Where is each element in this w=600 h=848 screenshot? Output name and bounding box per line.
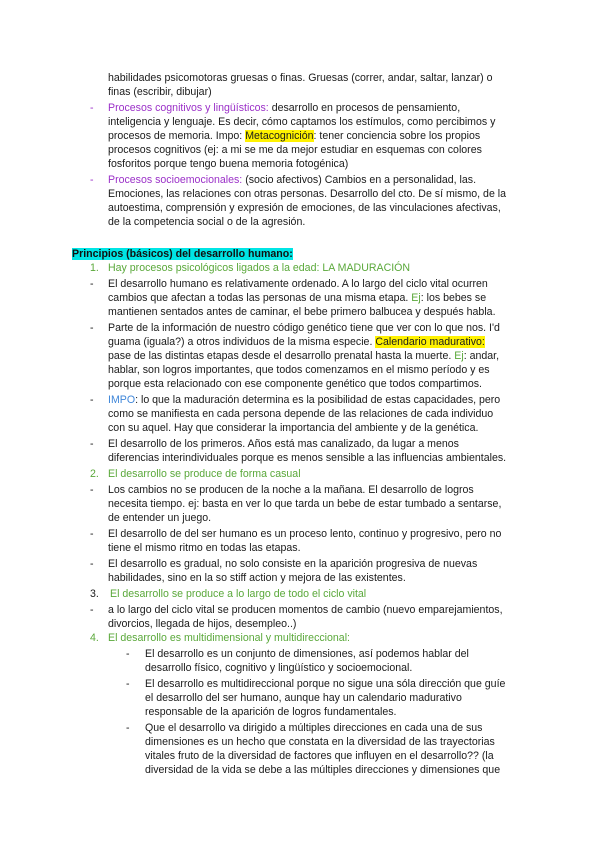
bullet-marker: -	[90, 102, 94, 114]
bullet-marker: -	[90, 322, 94, 334]
p4-b2-line-1: El desarrollo es multidireccional porque no sigue una sóla dirección que guíe	[145, 678, 506, 690]
p1-b4-line-2: diferencias interindividuales porque es menos sensible a las influencias ambientales.	[108, 452, 507, 464]
principle-1-title: Hay procesos psicológicos ligados a la edad: LA MADURACIÓN	[108, 262, 411, 274]
cognitive-line-4: procesos cognitivos (ej: a mi se me da mejor estudiar en esquemas con colores	[108, 144, 482, 156]
bullet-marker: -	[90, 438, 94, 450]
p4-b3-line-2: dimensiones es un hecho que constata en la diversidad de las trayectorias	[145, 736, 495, 748]
p1-b2-line-2: guama (iguala?) a otros individuos de la misma especie. Calendario madurativo:	[108, 336, 485, 348]
socio-line-1: Procesos socioemocionales: (socio afectivos) Cambios en a personalidad, las.	[108, 174, 477, 186]
p4-b2-line-3: responsable de la aparición de logros fundamentales.	[145, 706, 397, 718]
cognitive-line-1: Procesos cognitivos y lingüísticos: desarrollo en procesos de pensamiento,	[108, 102, 461, 114]
p2-b1-line-2: necesita tiempo. ej: basta en ver lo que tarda un bebe de estar tumbado a sentarse,	[108, 498, 502, 510]
p1-b2-line-5: porque esta relacionado con ese componente genético que todos compartimos.	[108, 378, 482, 390]
p2-b1-line-3: de entender un juego.	[108, 512, 212, 524]
p4-b1-line-2: desarrollo físico, cognitivo y lingüístico y socioemocional.	[145, 662, 413, 674]
p1-b4-line-1: El desarrollo de los primeros. Años está mas canalizado, da lugar a menos	[108, 438, 459, 450]
p4-b3-line-4: diversidad de la vida se debe a las múltiples direcciones y dimensiones que	[145, 764, 501, 776]
bullet-marker: -	[90, 604, 94, 616]
p2-b1-line-1: Los cambios no se producen de la noche a la mañana. El desarrollo de logros	[108, 484, 474, 496]
socio-line-4: de la competencia social o de la agresión.	[108, 216, 306, 228]
cognitive-line-5: fosforitos porque tengo buena memoria fotogénica)	[108, 158, 349, 170]
socio-line-2: Emociones, las relaciones con otras personas. Desarrollo del cto. De sí mismo, de la	[108, 188, 507, 200]
p2-b2-line-1: El desarrollo de del ser humano es un proceso lento, continuo y progresivo, pero no	[108, 528, 502, 540]
principle-number: 4.	[90, 632, 99, 644]
bullet-marker: -	[90, 394, 94, 406]
section-title: Principios (básicos) del desarrollo humano:	[72, 248, 293, 260]
p2-b2-line-2: tiene el mismo ritmo en todas las etapas.	[108, 542, 301, 554]
bullet-marker: -	[126, 722, 130, 734]
metacognicion-highlight: Metacognición	[245, 130, 314, 142]
principle-3-title: El desarrollo se produce a lo largo de todo el ciclo vital	[110, 588, 367, 600]
intro-line-1: habilidades psicomotoras gruesas o finas. Gruesas (correr, andar, saltar, lanzar) o	[108, 72, 493, 84]
p2-b3-line-1: El desarrollo es gradual, no solo consiste en la aparición progresiva de nuevas	[108, 558, 478, 570]
calendario-highlight: Calendario madurativo:	[375, 336, 485, 348]
bullet-marker: -	[90, 558, 94, 570]
p4-b2-line-2: el desarrollo del ser humano, aunque hay un calendario madurativo	[145, 692, 462, 704]
p1-b3-line-2: como se manifiesta en cada persona depende de las relaciones de cada individuo	[108, 408, 494, 420]
cognitive-label: Procesos cognitivos y lingüísticos:	[108, 102, 269, 114]
bullet-marker: -	[90, 484, 94, 496]
cognitive-line-2: inteligencia y lenguaje. Es decir, cómo captamos los estímulos, como percibimos y	[108, 116, 496, 128]
p1-b2-line-4: hablar, son logros importantes, que todos comenzamos en el mismo período y es	[108, 364, 490, 376]
bullet-marker: -	[126, 678, 130, 690]
principle-2-title: El desarrollo se produce de forma casual	[108, 468, 301, 480]
socio-label: Procesos socioemocionales:	[108, 174, 243, 186]
p1-b3-line-1: IMPO: lo que la maduración determina es la posibilidad de estas capacidades, pero	[108, 394, 501, 406]
bullet-marker: -	[90, 528, 94, 540]
p3-b1-line-2: divorcios, llegada de hijos, desempleo..)	[108, 618, 297, 630]
bullet-marker: -	[90, 278, 94, 290]
p1-b2-line-1: Parte de la información de nuestro código genético tiene que ver con lo que nos. I'd	[108, 322, 500, 334]
cognitive-line-3: procesos de memoria. Impo: Metacognición: tener conciencia sobre los propios	[108, 130, 481, 142]
p4-b3-line-1: Que el desarrollo va dirigido a múltiples direcciones en cada una de sus	[145, 722, 483, 734]
principle-number: 3.	[90, 588, 99, 600]
p1-b1-line-3: mantienen sentados antes de caminar, el bebe primero balbucea y después habla.	[108, 306, 496, 318]
intro-line-2: finas (escribir, dibujar)	[108, 86, 212, 98]
p4-b1-line-1: El desarrollo es un conjunto de dimensiones, así podemos hablar del	[145, 648, 469, 660]
p1-b1-line-1: El desarrollo humano es relativamente ordenado. A lo largo del ciclo vital ocurren	[108, 278, 488, 290]
socio-line-3: autoestima, comprensión y expresión de emociones, de las vinculaciones afectivas,	[108, 202, 501, 214]
p2-b3-line-2: habilidades, sino en la so stiff action y mejora de las existentes.	[108, 572, 406, 584]
p1-b3-line-3: con su aquel. Hay que considerar la importancia del ambiente y de la genética.	[108, 422, 479, 434]
principle-number: 1.	[90, 262, 99, 274]
p4-b3-line-3: vitales fruto de la diversidad de factores que influyen en el desarrollo?? (la	[145, 750, 494, 762]
p3-b1-line-1: a lo largo del ciclo vital se producen momentos de cambio (nuevo emparejamientos,	[108, 604, 503, 616]
p1-b2-line-3: pase de las distintas etapas desde el desarrollo prenatal hasta la muerte. Ej: andar,	[108, 350, 500, 362]
principle-number: 2.	[90, 468, 99, 480]
p1-b1-line-2: cambios que afectan a todas las personas de una misma etapa. Ej: los bebes se	[108, 292, 487, 304]
bullet-marker: -	[90, 174, 94, 186]
bullet-marker: -	[126, 648, 130, 660]
principle-4-title: El desarrollo es multidimensional y multidireccional:	[108, 632, 350, 644]
